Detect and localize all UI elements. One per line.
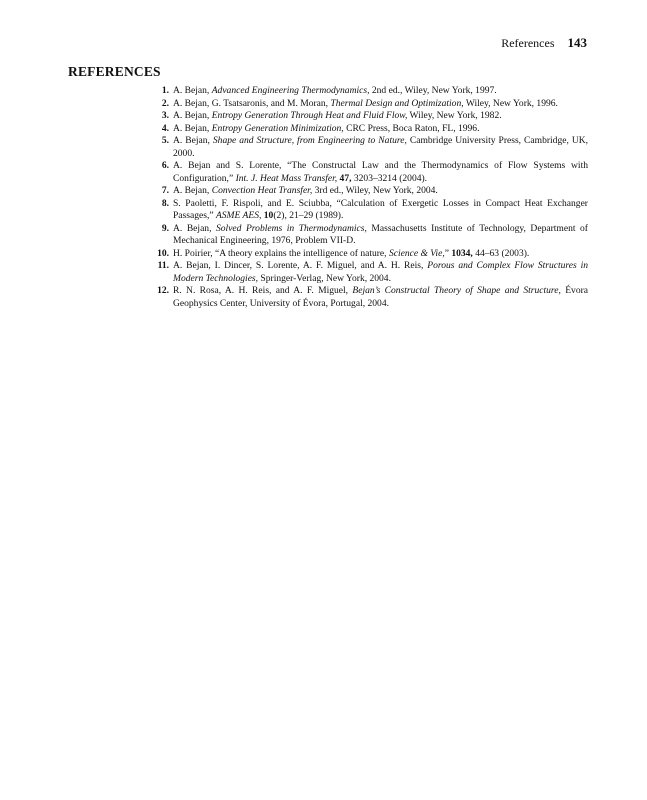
reference-segment: (2), 21–29 (1989). (273, 210, 344, 221)
reference-segment: Évora Geophysics Center, University of Évora, Portugal, 2004. (173, 285, 589, 309)
reference-segment: CRC Press, Boca Raton, FL, 1996. (343, 122, 480, 134)
reference-italic-segment: Advanced Engineering Thermodynamics, (211, 85, 370, 96)
reference-text (173, 85, 497, 96)
reference-number: 5. (161, 135, 169, 146)
reference-segment: ” (444, 247, 452, 259)
reference-segment: 3203–3214 (2004). (351, 172, 428, 184)
reference-bold-segment: 47, (339, 172, 352, 184)
reference-item (156, 85, 588, 98)
reference-item (156, 110, 588, 123)
reference-segment: Wiley, New York, 1982. (407, 110, 502, 121)
reference-item (156, 260, 588, 285)
reference-text (173, 198, 588, 222)
reference-italic-segment: ASME AES, (215, 210, 262, 221)
page-number: 143 (567, 35, 587, 50)
reference-text (173, 185, 438, 196)
reference-number: 11. (157, 260, 169, 271)
reference-text (173, 248, 529, 259)
reference-list (156, 85, 588, 310)
reference-segment: A. Bejan, (173, 85, 212, 96)
reference-segment: 2nd ed., Wiley, New York, 1997. (369, 85, 497, 96)
reference-text (173, 98, 558, 109)
reference-italic-segment: Entropy Generation Through Heat and Fluid Flow, (211, 110, 408, 121)
reference-segment: 3rd ed., Wiley, New York, 2004. (312, 185, 438, 196)
reference-segment: A. Bejan, (173, 122, 212, 134)
reference-segment: A. Bejan, I. Dincer, S. Lorente, A. F. Miguel, and A. H. Reis, (173, 260, 428, 271)
reference-segment: Massachusetts Institute of Technology, Department of Mechanical Engineering, 1976, Problem VII-D. (173, 222, 588, 246)
reference-text (173, 223, 588, 247)
section-title: REFERENCES (68, 64, 161, 79)
reference-text (173, 123, 479, 134)
reference-bold-segment: 10 (263, 210, 274, 221)
reference-segment: Wiley, New York, 1996. (463, 97, 558, 109)
reference-number: 2. (161, 97, 169, 109)
reference-text (173, 110, 502, 121)
reference-segment: A. Bejan, G. Tsatsaronis, and M. Moran, (173, 97, 331, 109)
reference-italic-segment: Porous and Complex Flow Structures in Modern Technologies, (173, 260, 588, 284)
reference-item (156, 123, 588, 136)
reference-item (156, 135, 588, 160)
reference-segment: A. Bejan, (173, 110, 212, 121)
reference-segment: 44–63 (2003). (472, 247, 530, 259)
reference-number: 8. (161, 197, 169, 209)
reference-italic-segment: Solved Problems in Thermodynamics, (216, 222, 367, 234)
reference-segment: H. Poirier, “A theory explains the intelligence of nature, (173, 247, 389, 259)
reference-item (156, 198, 588, 223)
reference-item (156, 160, 588, 185)
reference-number: 1. (161, 85, 169, 96)
reference-segment: R. N. Rosa, A. H. Reis, and A. F. Miguel, (173, 285, 353, 296)
reference-segment: A. Bejan, (173, 222, 216, 234)
reference-segment: Springer-Verlag, New York, 2004. (258, 272, 391, 284)
reference-segment: Cambridge University Press, Cambridge, UK, 2000. (173, 135, 589, 159)
reference-number: 9. (161, 222, 169, 234)
reference-italic-segment: Int. J. Heat Mass Transfer, (235, 172, 338, 184)
running-head-title: References (501, 36, 555, 50)
reference-bold-segment: 1034, (451, 247, 473, 259)
reference-italic-segment: Science & Vie, (388, 247, 445, 259)
reference-number: 6. (161, 160, 169, 171)
reference-text (173, 160, 588, 184)
reference-segment: A. Bejan and S. Lorente, “The Constructal Law and the Thermodynamics of Flow Systems with Configuration,” (173, 160, 588, 184)
reference-item (156, 285, 588, 310)
reference-segment: A. Bejan, (173, 185, 212, 196)
reference-item (156, 185, 588, 198)
reference-italic-segment: Bejan’s Constructal Theory of Shape and Structure, (352, 285, 561, 296)
reference-italic-segment: Convection Heat Transfer, (211, 185, 313, 196)
reference-text (173, 285, 588, 309)
reference-segment: A. Bejan, (173, 135, 213, 146)
reference-item (156, 98, 588, 111)
reference-text (173, 135, 588, 159)
reference-italic-segment: Thermal Design and Optimization, (330, 97, 464, 109)
reference-number: 12. (157, 285, 169, 296)
reference-italic-segment: Shape and Structure, from Engineering to Nature, (212, 135, 407, 146)
reference-item (156, 223, 588, 248)
reference-item (156, 248, 588, 261)
running-head (501, 35, 587, 51)
reference-number: 4. (161, 122, 169, 134)
reference-italic-segment: Entropy Generation Minimization, (211, 122, 344, 134)
reference-number: 7. (161, 185, 169, 196)
reference-number: 10. (157, 247, 169, 259)
reference-segment: S. Paoletti, F. Rispoli, and E. Sciubba, “Calculation of Exergetic Losses in Compact Heat Exchanger Passages,” (173, 197, 588, 221)
reference-number: 3. (161, 110, 169, 121)
reference-text (173, 260, 588, 284)
